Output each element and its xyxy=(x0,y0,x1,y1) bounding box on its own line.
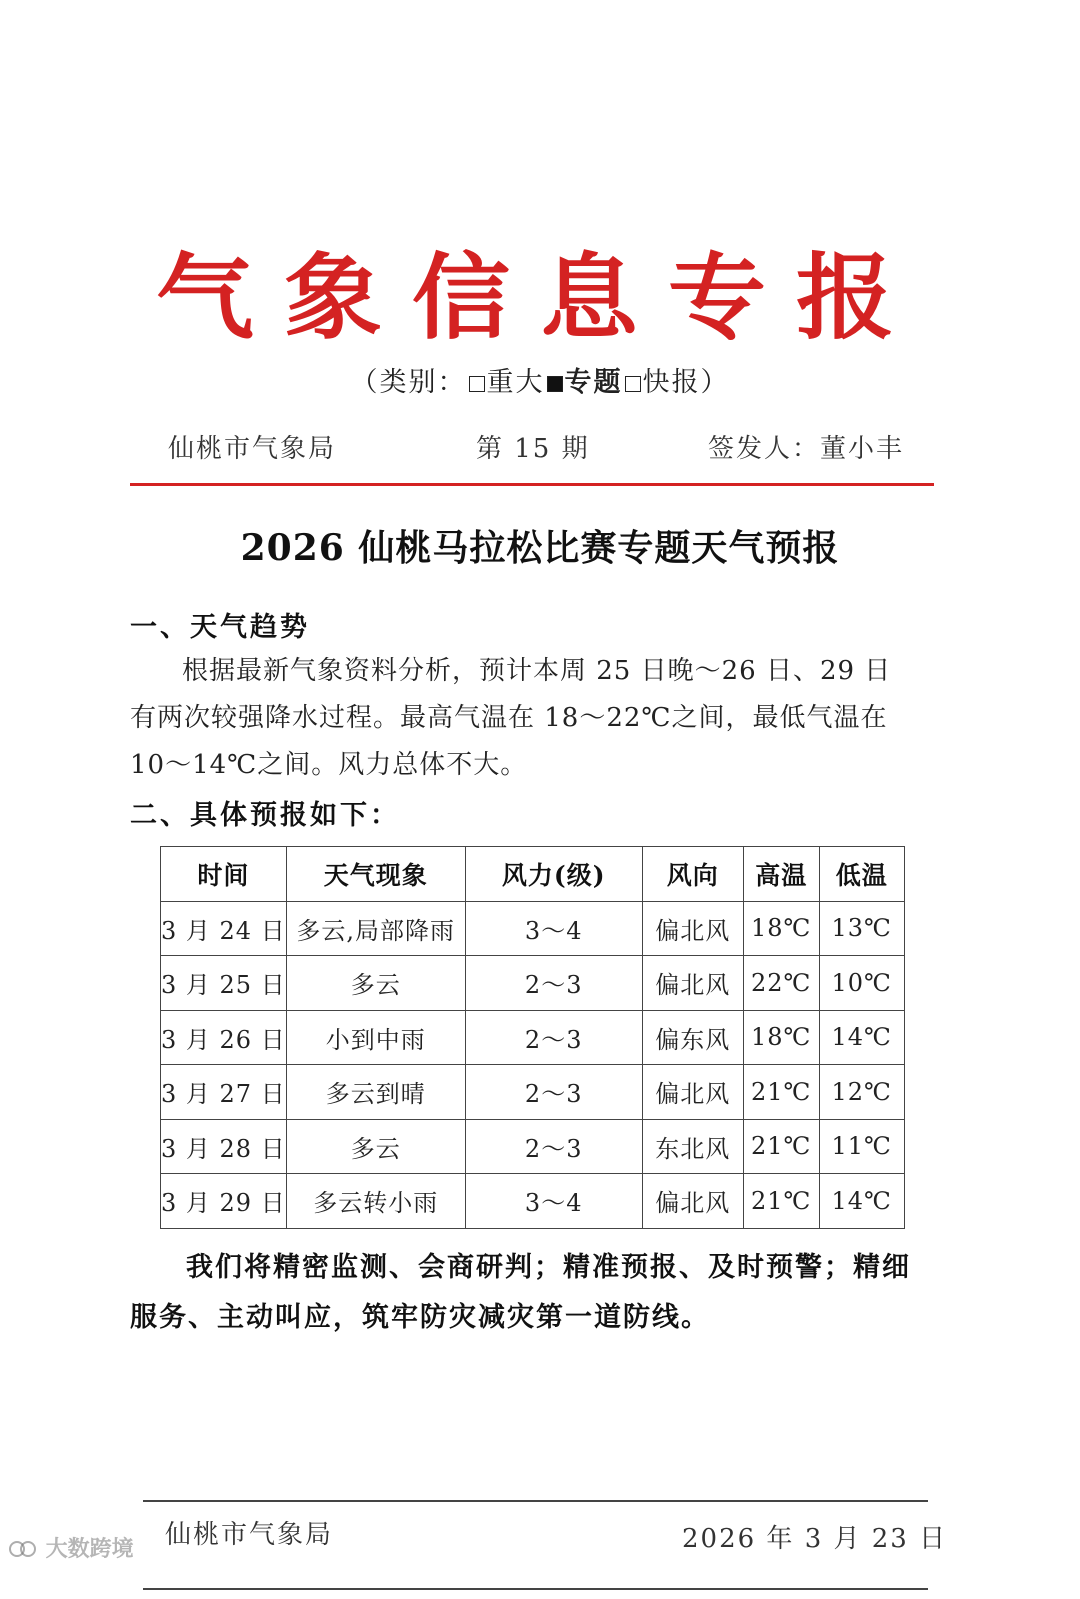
cell-wind-force: 2～3 xyxy=(465,1065,642,1120)
header-wind-direction: 风向 xyxy=(642,847,743,902)
forecast-table xyxy=(160,846,905,1229)
issue-number: 第 15 期 xyxy=(476,434,590,464)
cell-weather: 多云转小雨 xyxy=(286,1174,465,1229)
header-time: 时间 xyxy=(161,847,287,902)
table-row xyxy=(161,1010,905,1065)
cell-high: 21℃ xyxy=(743,1065,819,1120)
cell-low: 10℃ xyxy=(819,956,904,1011)
cell-wind-direction: 东北风 xyxy=(642,1119,743,1174)
table-row xyxy=(161,1119,905,1174)
header-wind-force: 风力(级) xyxy=(465,847,642,902)
cell-wind-force: 3～4 xyxy=(465,901,642,956)
cell-wind-force: 2～3 xyxy=(465,956,642,1011)
cell-low: 12℃ xyxy=(819,1065,904,1120)
footer-divider-bottom xyxy=(143,1588,928,1590)
category-option-express: 快报 xyxy=(642,367,701,398)
cell-weather: 多云,局部降雨 xyxy=(286,901,465,956)
cell-wind-force: 2～3 xyxy=(465,1010,642,1065)
checkbox-filled-icon xyxy=(547,376,563,392)
cell-wind-force: 2～3 xyxy=(465,1119,642,1174)
cell-wind-direction: 偏北风 xyxy=(642,1065,743,1120)
meta-row xyxy=(168,428,903,468)
red-divider xyxy=(130,483,934,486)
table-row xyxy=(161,901,905,956)
cell-low: 14℃ xyxy=(819,1174,904,1229)
checkbox-empty-icon xyxy=(469,376,485,392)
cell-low: 11℃ xyxy=(819,1119,904,1174)
cell-date: 3 月 26 日 xyxy=(161,1010,287,1065)
category-option-major: 重大 xyxy=(486,367,545,398)
cell-wind-direction: 偏北风 xyxy=(642,1174,743,1229)
cell-weather: 多云到晴 xyxy=(286,1065,465,1120)
checkbox-empty-icon xyxy=(625,376,641,392)
cell-wind-direction: 偏北风 xyxy=(642,956,743,1011)
header-high-temp: 高温 xyxy=(743,847,819,902)
cell-date: 3 月 29 日 xyxy=(161,1174,287,1229)
cell-high: 18℃ xyxy=(743,1010,819,1065)
cell-high: 21℃ xyxy=(743,1119,819,1174)
section-heading-trend: 一、天气趋势 xyxy=(130,612,310,643)
issuing-org: 仙桃市气象局 xyxy=(168,434,337,464)
header-low-temp: 低温 xyxy=(819,847,904,902)
table-row xyxy=(161,1065,905,1120)
cell-wind-force: 3～4 xyxy=(465,1174,642,1229)
trend-paragraph: 根据最新气象资料分析，预计本周 25 日晚～26 日、29 日有两次较强降水过程。最高气温在 18～22℃之间，最低气温在 10～14℃之间。风力总体不大。 xyxy=(130,656,892,780)
cell-weather: 小到中雨 xyxy=(286,1010,465,1065)
table-row xyxy=(161,956,905,1011)
category-option-special: 专题 xyxy=(564,367,623,398)
cell-wind-direction: 偏北风 xyxy=(642,901,743,956)
cell-date: 3 月 28 日 xyxy=(161,1119,287,1174)
cell-weather: 多云 xyxy=(286,956,465,1011)
footer-org: 仙桃市气象局 xyxy=(165,1520,334,1550)
category-close: ） xyxy=(700,367,730,398)
table-row xyxy=(161,1174,905,1229)
cell-date: 3 月 25 日 xyxy=(161,956,287,1011)
table-header-row xyxy=(161,847,905,902)
cell-high: 21℃ xyxy=(743,1174,819,1229)
category-open: （类别： xyxy=(350,367,467,398)
document-title: 2026 仙桃马拉松比赛专题天气预报 xyxy=(240,527,840,569)
header-weather: 天气现象 xyxy=(286,847,465,902)
watermark xyxy=(8,1532,134,1563)
cell-high: 18℃ xyxy=(743,901,819,956)
cell-date: 3 月 24 日 xyxy=(161,901,287,956)
category-line xyxy=(0,360,1080,399)
cell-high: 22℃ xyxy=(743,956,819,1011)
footer-date: 2026 年 3 月 23 日 xyxy=(682,1524,948,1554)
masthead-title: 气象信息专报 xyxy=(155,243,924,353)
cell-date: 3 月 27 日 xyxy=(161,1065,287,1120)
cell-wind-direction: 偏东风 xyxy=(642,1010,743,1065)
cell-weather: 多云 xyxy=(286,1119,465,1174)
cell-low: 13℃ xyxy=(819,901,904,956)
watermark-text: 大数跨境 xyxy=(45,1537,134,1562)
section-heading-forecast: 二、具体预报如下： xyxy=(130,800,400,831)
footer-divider-top xyxy=(143,1500,928,1502)
signer: 签发人：董小丰 xyxy=(708,434,905,464)
cell-low: 14℃ xyxy=(819,1010,904,1065)
closing-statement: 我们将精密监测、会商研判；精准预报、及时预警；精细服务、主动叫应，筑牢防灾减灾第一道防线。 xyxy=(130,1252,911,1333)
watermark-logo-icon xyxy=(8,1539,38,1559)
